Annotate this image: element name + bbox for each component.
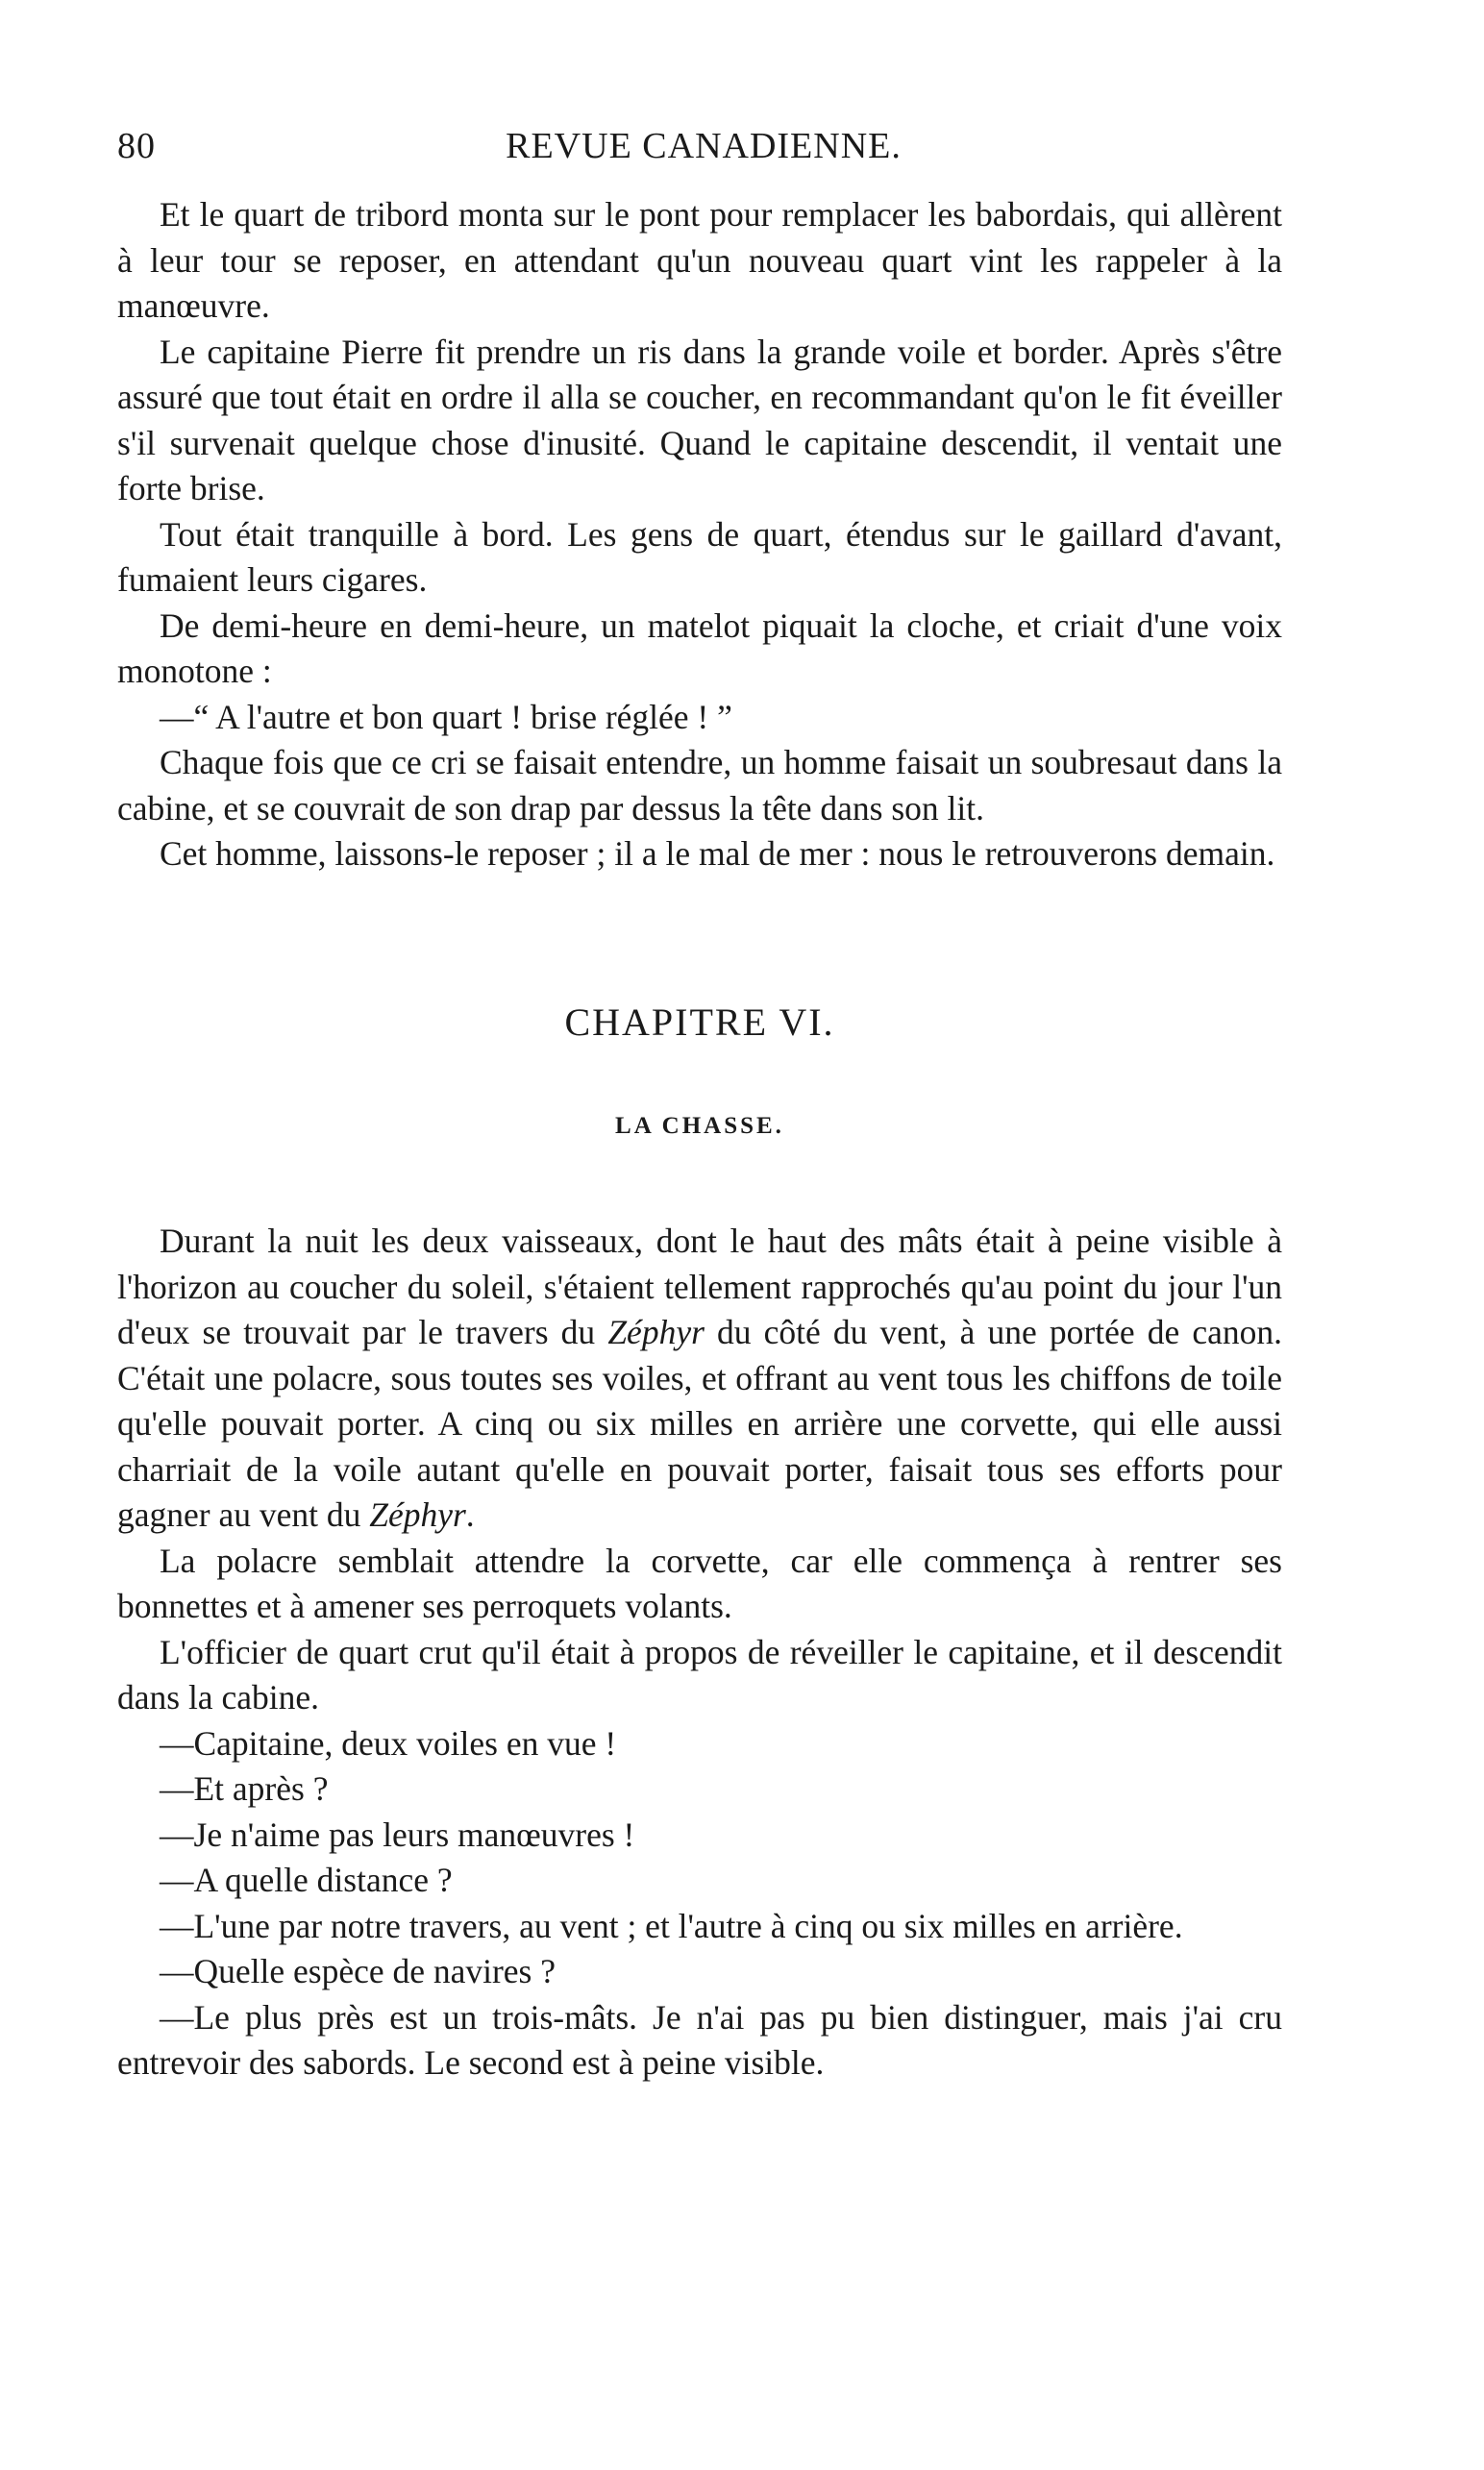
text-run: Durant la nuit les deux vaisseaux, dont le haut des mâts était à peine visible à l'horizon au coucher du soleil, s'étaient tellement rapprochés qu'au point du jour l'un d'eux se trouvait par le travers du (117, 1222, 1282, 1351)
dialogue-line: —Le plus près est un trois-mâts. Je n'ai pas pu bien distinguer, mais j'ai cru entrevoir des sabords. Le second est à peine visible. (117, 1997, 1282, 2082)
dialogue-line: —A quelle distance ? (160, 1861, 453, 1899)
paragraph: Le capitaine Pierre fit prendre un ris dans la grande voile et border. Après s'être assuré que tout était en ordre il alla se coucher, en recommandant qu'on le fit éveiller s'il survenait quelque chose d'inusité. Quand le capitaine descendit, il ventait une forte brise. (117, 332, 1282, 507)
page-number: 80 (117, 126, 156, 166)
body-text-part1 (117, 192, 1282, 877)
paragraph: La polacre semblait attendre la corvette, car elle commença à rentrer ses bonnettes et à amener ses perroquets volants. (117, 1541, 1282, 1625)
paragraph: Et le quart de tribord monta sur le pont pour remplacer les babordais, qui allèrent à leur tour se reposer, en attendant qu'un nouveau quart vint les rappeler à la manœuvre. (117, 195, 1282, 325)
paragraph: Chaque fois que ce cri se faisait entendre, un homme faisait un soubresaut dans la cabine, et se couvrait de son drap par dessus la tête dans son lit. (117, 743, 1282, 827)
body-text-part2 (117, 1219, 1282, 2087)
dialogue-line: —Je n'aime pas leurs manœuvres ! (160, 1815, 635, 1854)
dialogue-line: —Et après ? (160, 1769, 329, 1808)
text-run: du côté du vent, à une portée de canon. C'était une polacre, sous toutes ses voiles, et offrant au vent tous les chiffons de toile qu'elle pouvait porter. A cinq ou six milles en arrière une corvette, qui elle aussi charriait de la voile autant qu'elle en pouvait porter, faisait tous ses efforts pour gagner au vent du (117, 1313, 1282, 1534)
paragraph: Tout était tranquille à bord. Les gens de quart, étendus sur le gaillard d'avant, fumaient leurs cigares. (117, 514, 1282, 599)
section-title: LA CHASSE. (615, 1113, 784, 1139)
dialogue-line: —“ A l'autre et bon quart ! brise réglée ! ” (160, 697, 732, 736)
ship-name: Zéphyr (607, 1313, 705, 1351)
dialogue-line: —Quelle espèce de navires ? (160, 1952, 556, 1990)
paragraph: De demi-heure en demi-heure, un matelot piquait la cloche, et criait d'une voix monotone : (117, 605, 1282, 690)
text-run: . (465, 1495, 475, 1534)
ship-name: Zéphyr (369, 1495, 466, 1534)
paragraph: Cet homme, laissons-le reposer ; il a le mal de mer : nous le retrouverons demain. (160, 834, 1275, 873)
paragraph: L'officier de quart crut qu'il était à propos de réveiller le capitaine, et il descendit dans la cabine. (117, 1632, 1282, 1717)
dialogue-line: —L'une par notre travers, au vent ; et l'autre à cinq ou six milles en arrière. (160, 1906, 1183, 1945)
page-header (117, 125, 1290, 179)
paragraph (117, 1219, 1282, 1539)
dialogue-line: —Capitaine, deux voiles en vue ! (160, 1723, 617, 1763)
running-title: REVUE CANADIENNE. (506, 126, 902, 166)
chapter-title: CHAPITRE VI. (564, 1000, 835, 1044)
